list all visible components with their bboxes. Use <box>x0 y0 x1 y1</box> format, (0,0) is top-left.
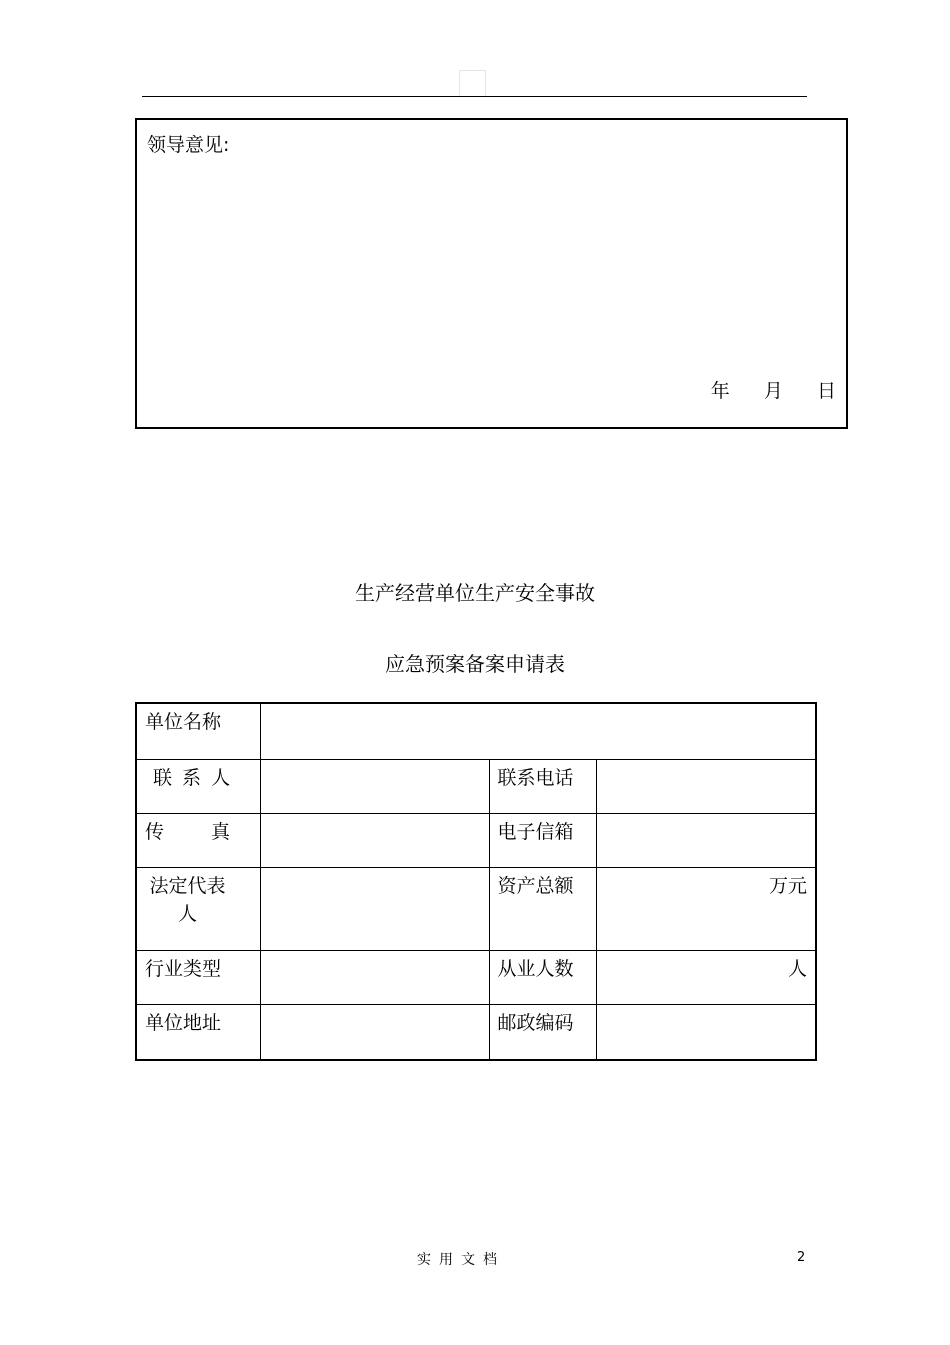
total-assets-label: 资产总额 <box>489 867 596 950</box>
employees-field[interactable] <box>596 950 816 1004</box>
email-label: 电子信箱 <box>489 813 596 867</box>
address-field[interactable] <box>260 1004 489 1060</box>
contact-field[interactable] <box>260 759 489 813</box>
contact-label: 联 系 人 <box>136 759 260 813</box>
address-label: 单位地址 <box>136 1004 260 1060</box>
unit-name-field[interactable] <box>260 703 816 759</box>
employees-unit: 人 <box>788 957 808 980</box>
page-title-line1: 生产经营单位生产安全事故 <box>355 581 595 605</box>
contact-phone-field[interactable] <box>596 759 816 813</box>
legal-rep-field[interactable] <box>260 867 489 950</box>
fax-field[interactable] <box>260 813 489 867</box>
leader-opinion-box <box>135 118 848 429</box>
email-field[interactable] <box>596 813 816 867</box>
leader-opinion-label: 领导意见: <box>147 134 230 156</box>
date-year: 年 <box>710 380 730 402</box>
page-title-line2: 应急预案备案申请表 <box>385 652 565 676</box>
footer-text: 实用文档 <box>417 1252 505 1268</box>
date-day: 日 <box>816 380 836 402</box>
page-number: 2 <box>797 1250 806 1265</box>
header-mark <box>459 70 486 96</box>
total-assets-field[interactable] <box>596 867 816 950</box>
employees-label: 从业人数 <box>489 950 596 1004</box>
assets-unit: 万元 <box>769 874 808 897</box>
industry-field[interactable] <box>260 950 489 1004</box>
header-rule <box>142 96 807 97</box>
fax-label: 传 真 <box>136 813 260 867</box>
date-month: 月 <box>763 380 783 402</box>
opinion-date <box>711 376 836 403</box>
postcode-label: 邮政编码 <box>489 1004 596 1060</box>
contact-phone-label: 联系电话 <box>489 759 596 813</box>
application-form-table <box>135 702 817 1061</box>
postcode-field[interactable] <box>596 1004 816 1060</box>
unit-name-label: 单位名称 <box>136 703 260 759</box>
legal-rep-label: 法定代表 人 <box>136 867 260 950</box>
industry-label: 行业类型 <box>136 950 260 1004</box>
